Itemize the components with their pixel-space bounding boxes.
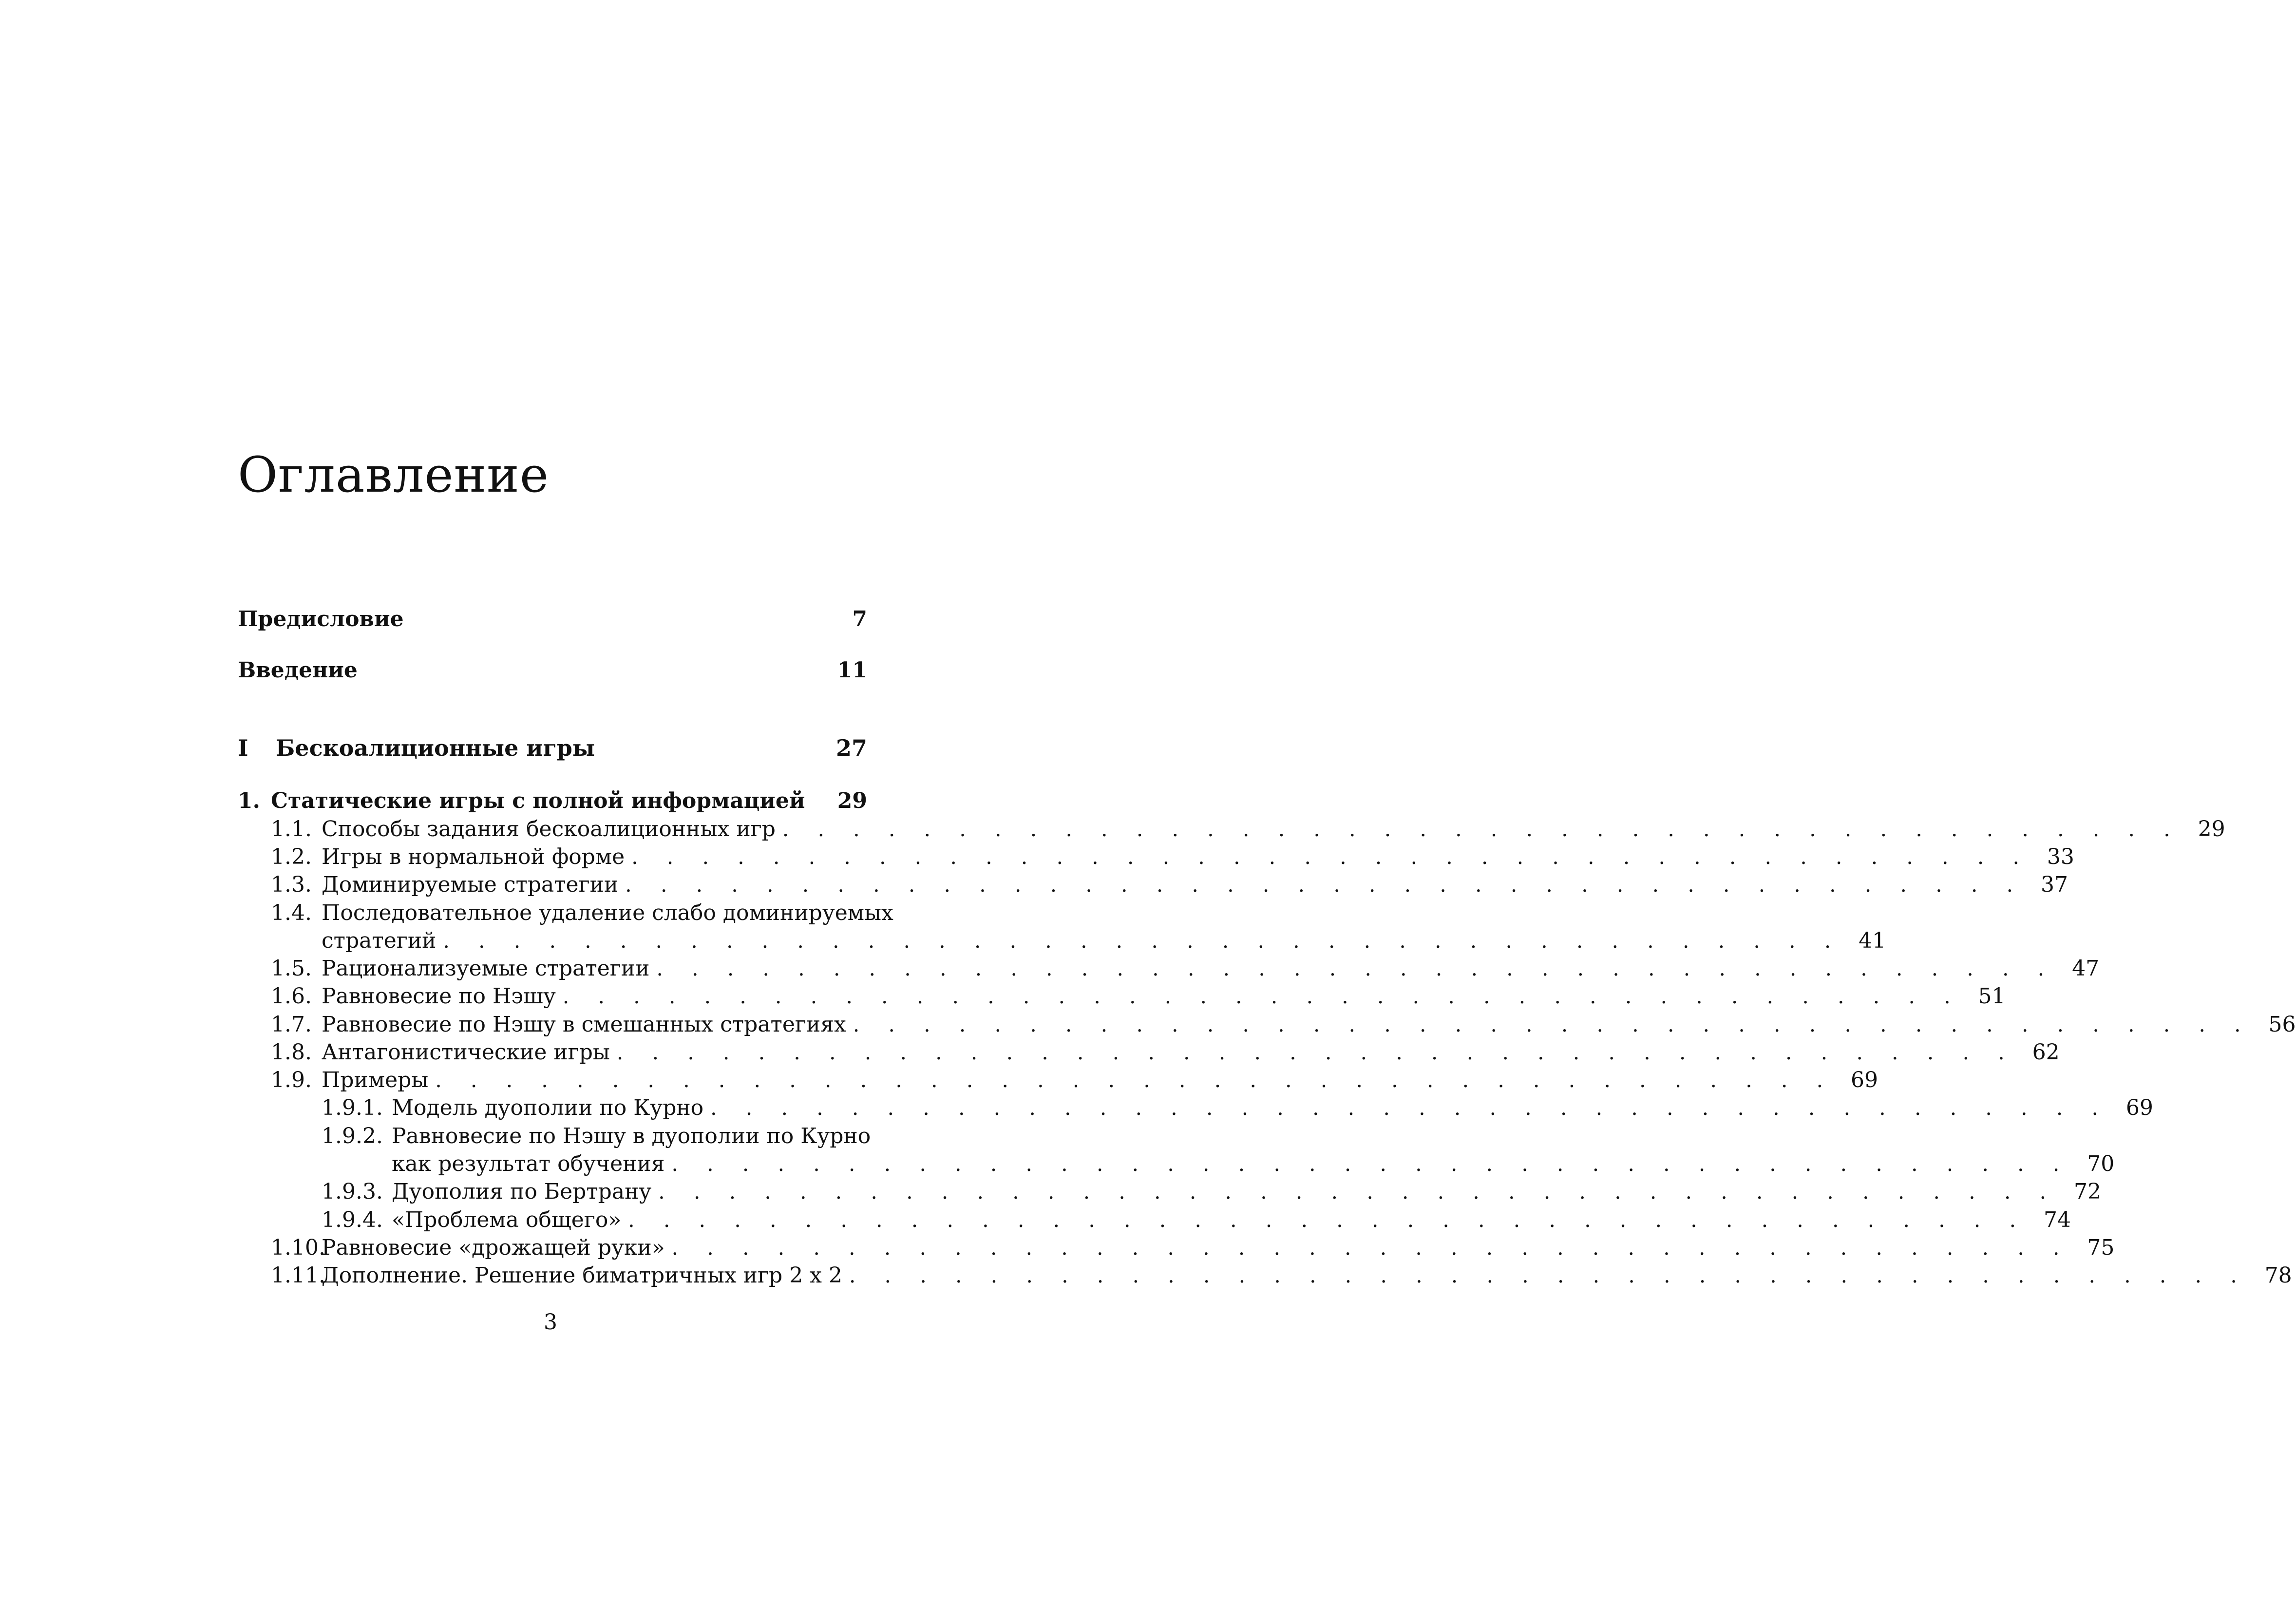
dot-leader: . . . . . . . . . . . . . . . . . . . . . . . . . . . . . . . . . . . . . . . .: [616, 1040, 2016, 1064]
toc-entry-label: Предисловие: [238, 607, 404, 632]
toc-title: Оглавление: [238, 446, 550, 503]
toc-entry-page: 27: [835, 735, 867, 761]
section-number: 1.1.: [271, 817, 312, 842]
toc-entry-page: 69: [2125, 1095, 2153, 1120]
dot-leader: . . . . . . . . . . . . . . . . . . . . . . . . . . . . . . . . . . . . . . . .: [671, 1236, 2071, 1260]
chapter-number: 1.: [238, 788, 260, 813]
toc-entry-label: Доминируемые стратегии: [322, 872, 619, 897]
toc-entry-page: 56: [2268, 1012, 2296, 1037]
toc-entry-section[interactable]: [238, 1235, 2115, 1260]
toc-entry-section[interactable]: [238, 1263, 2292, 1288]
section-number: 1.3.: [271, 872, 312, 897]
subsection-number: 1.9.4.: [322, 1207, 383, 1232]
toc-entry-section[interactable]: [238, 900, 900, 925]
page-number: 3: [544, 1310, 557, 1335]
toc-entry-page: 74: [2043, 1207, 2071, 1232]
toc-entry-page: 51: [1978, 984, 2006, 1009]
toc-entry-page: 62: [2032, 1040, 2060, 1065]
toc-entry-page: 11: [837, 658, 867, 683]
toc-entry-label-cont: как результат обучения: [392, 1151, 665, 1176]
toc-entry-page: 70: [2087, 1151, 2115, 1176]
subsection-number: 1.9.2.: [322, 1124, 383, 1149]
dot-leader: . . . . . . . . . . . . . . . . . . . . . . . . . . . . . . . . . . . . . . . .: [656, 957, 2056, 980]
toc-entry-section[interactable]: [238, 1012, 2296, 1037]
section-number: 1.2.: [271, 844, 312, 869]
toc-entry-section[interactable]: [238, 956, 2100, 981]
toc-entry-section[interactable]: [238, 872, 2068, 897]
toc-entry-label: Рационализуемые стратегии: [322, 956, 650, 981]
dot-leader: . . . . . . . . . . . . . . . . . . . . . . . . . . . . . . . . . . . . . . . .: [849, 1263, 2248, 1287]
toc-entry-page: 33: [2047, 844, 2074, 869]
toc-entry-page: 37: [2041, 872, 2068, 897]
toc-entry-label: Примеры: [322, 1068, 429, 1092]
toc-entry-label: Модель дуополии по Курно: [392, 1095, 704, 1120]
subsection-number: 1.9.1.: [322, 1095, 383, 1120]
toc-entry-label: Равновесие по Нэшу: [322, 984, 556, 1009]
toc-entry-part[interactable]: [238, 735, 867, 761]
toc-entry-label: Бескоалиционные игры: [276, 735, 595, 761]
toc-entry-section[interactable]: [238, 817, 2225, 842]
toc-entry-section[interactable]: [238, 1068, 1879, 1092]
section-number: 1.5.: [271, 956, 312, 981]
section-number: 1.8.: [271, 1040, 312, 1065]
toc-entry-continuation[interactable]: [238, 928, 1886, 953]
subsection-number: 1.9.3.: [322, 1179, 383, 1204]
dot-leader: . . . . . . . . . . . . . . . . . . . . . . . . . . . . . . . . . . . . . . . .: [443, 929, 1842, 953]
toc-entry-label: Равновесие «дрожащей руки»: [322, 1235, 665, 1260]
dot-leader: . . . . . . . . . . . . . . . . . . . . . . . . . . . . . . . . . . . . . . . .: [625, 873, 2024, 897]
section-number: 1.6.: [271, 984, 312, 1009]
toc-entry-subsection[interactable]: [238, 1207, 2071, 1232]
toc-entry-continuation[interactable]: [238, 1151, 2115, 1176]
dot-leader: . . . . . . . . . . . . . . . . . . . . . . . . . . . . . . . . . . . . . . . .: [710, 1096, 2109, 1120]
toc-entry-label-cont: стратегий: [322, 928, 436, 953]
section-number: 1.7.: [271, 1012, 312, 1037]
section-number: 1.9.: [271, 1068, 312, 1092]
toc-entry-label: Введение: [238, 658, 358, 683]
toc-entry-page: 69: [1851, 1068, 1879, 1092]
section-number: 1.4.: [271, 900, 312, 925]
dot-leader: . . . . . . . . . . . . . . . . . . . . . . . . . . . . . . . . . . . . . . . .: [631, 845, 2030, 869]
dot-leader: . . . . . . . . . . . . . . . . . . . . . . . . . . . . . . . . . . . . . . . .: [853, 1013, 2252, 1036]
toc-entry-page: 29: [2198, 817, 2225, 842]
toc-entry-section[interactable]: [238, 844, 2074, 869]
section-number: 1.10.: [271, 1235, 325, 1260]
toc-entry-chapter[interactable]: [238, 788, 867, 813]
toc-entry-page: 29: [837, 788, 867, 813]
toc-entry-page: 41: [1859, 928, 1886, 953]
toc-entry-subsection[interactable]: [238, 1179, 2101, 1204]
dot-leader: . . . . . . . . . . . . . . . . . . . . . . . . . . . . . . . . . . . . . . . .: [658, 1180, 2057, 1204]
toc-entry-label: Антагонистические игры: [322, 1040, 610, 1065]
toc-entry-label: «Проблема общего»: [392, 1207, 622, 1232]
toc-entry-label: Игры в нормальной форме: [322, 844, 625, 869]
toc-entry-label: Статические игры с полной информацией: [271, 788, 805, 813]
toc-entry-page: 7: [852, 607, 867, 632]
toc-entry-intro[interactable]: [238, 658, 867, 683]
toc-entry-label: Дуополия по Бертрану: [392, 1179, 652, 1204]
toc-entry-subsection[interactable]: [238, 1095, 2153, 1120]
part-number: I: [238, 735, 248, 761]
toc-entry-page: 78: [2264, 1263, 2292, 1288]
toc-entry-section[interactable]: [238, 984, 2006, 1009]
toc-entry-page: 72: [2074, 1179, 2101, 1204]
dot-leader: . . . . . . . . . . . . . . . . . . . . . . . . . . . . . . . . . . . . . . . .: [782, 817, 2182, 841]
toc-entry-preface[interactable]: [238, 607, 867, 632]
toc-entry-label: Последовательное удаление слабо доминируемых: [322, 900, 893, 925]
toc-entry-section[interactable]: [238, 1040, 2060, 1065]
dot-leader: . . . . . . . . . . . . . . . . . . . . . . . . . . . . . . . . . . . . . . . .: [562, 984, 1962, 1008]
toc-entry-label: Способы задания бескоалиционных игр: [322, 817, 776, 842]
toc-entry-label: Равновесие по Нэшу в смешанных стратегиях: [322, 1012, 846, 1037]
toc-entry-label: Равновесие по Нэшу в дуополии по Курно: [392, 1124, 871, 1149]
dot-leader: . . . . . . . . . . . . . . . . . . . . . . . . . . . . . . . . . . . . . . . .: [628, 1208, 2027, 1232]
dot-leader: . . . . . . . . . . . . . . . . . . . . . . . . . . . . . . . . . . . . . . . .: [671, 1152, 2071, 1176]
toc-entry-page: 47: [2072, 956, 2100, 981]
toc-entry-label: Дополнение. Решение биматричных игр 2 x 2: [322, 1263, 842, 1288]
toc-entry-subsection[interactable]: [238, 1124, 951, 1149]
section-number: 1.11.: [271, 1263, 325, 1288]
dot-leader: . . . . . . . . . . . . . . . . . . . . . . . . . . . . . . . . . . . . . . . .: [435, 1068, 1835, 1092]
toc-entry-page: 75: [2087, 1235, 2115, 1260]
